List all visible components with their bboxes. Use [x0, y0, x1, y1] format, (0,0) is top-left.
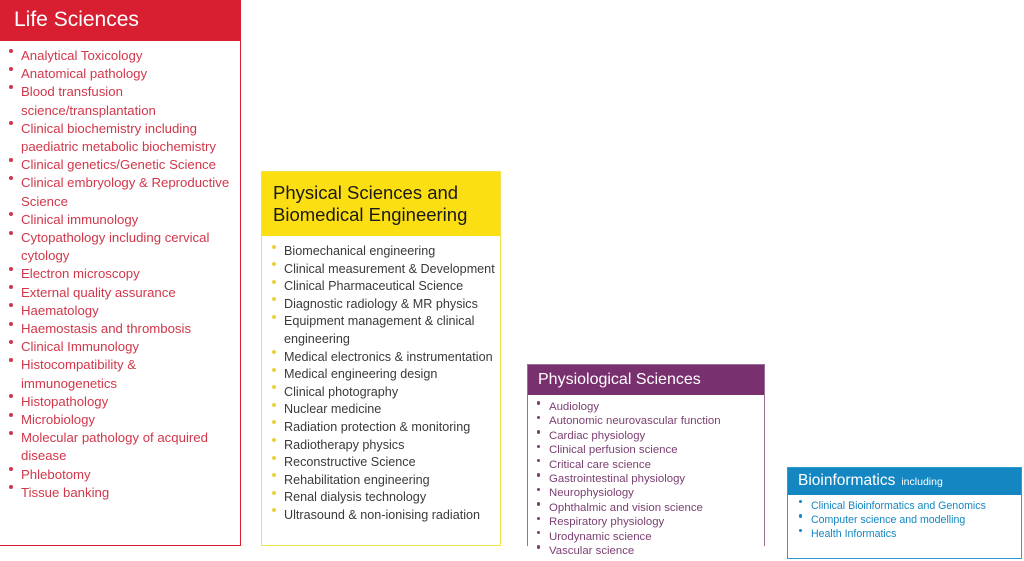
list-item-label: Respiratory physiology	[549, 516, 665, 529]
bullet-icon	[9, 322, 13, 326]
list-item	[6, 393, 234, 411]
list-item	[269, 437, 496, 455]
list-item	[269, 401, 496, 419]
list-item	[796, 527, 1017, 541]
bullet-icon	[9, 49, 13, 53]
bullet-icon	[272, 438, 276, 442]
list-item-label: Molecular pathology of acquired disease	[21, 430, 208, 464]
bullet-icon	[9, 212, 13, 216]
list-item-label: Microbiology	[21, 412, 96, 428]
list-item-label: Analytical Toxicology	[21, 48, 143, 63]
list-item-label: Autonomic neurovascular function	[549, 415, 721, 428]
list-item-label: Computer science and modelling	[811, 514, 966, 527]
list-item-label: Diagnostic radiology & MR physics	[284, 296, 478, 311]
list-item-label: Blood transfusion science/transplantation	[21, 84, 156, 118]
bullet-icon	[272, 420, 276, 424]
list-item	[796, 499, 1017, 513]
panel-body-bioinformatics	[788, 495, 1021, 558]
list-item	[269, 489, 496, 507]
list-item-label: Clinical Immunology	[21, 339, 139, 355]
bullet-icon	[9, 340, 13, 344]
bullet-icon	[9, 267, 13, 271]
list-item-label: Radiation protection & monitoring	[284, 419, 471, 434]
panel-body-life-sciences	[0, 41, 240, 545]
bullet-icon	[272, 245, 276, 249]
list-item	[269, 507, 496, 525]
list-item-label: Clinical Pharmaceutical Science	[284, 279, 464, 294]
list-item	[269, 313, 496, 348]
list-item-label: Reconstructive Science	[284, 455, 416, 470]
list-item	[6, 484, 234, 502]
list-item	[534, 443, 760, 457]
specialism-list-physiological-sciences	[534, 400, 760, 558]
list-item-label: Health Informatics	[811, 528, 897, 541]
panel-header-bioinformatics	[788, 468, 1021, 495]
list-item	[6, 466, 234, 484]
list-item	[269, 472, 496, 490]
list-item-label: Clinical Bioinformatics and Genomics	[811, 500, 986, 512]
list-item	[269, 296, 496, 314]
list-item-label: Haematology	[21, 302, 99, 318]
list-item	[269, 243, 496, 261]
specialism-list-physical-sciences	[269, 243, 496, 525]
bullet-icon	[799, 514, 802, 517]
panel-title-bioinformatics: Bioinformatics	[798, 472, 896, 489]
list-item	[534, 458, 760, 472]
list-item	[6, 156, 234, 174]
bullet-icon	[537, 502, 540, 505]
list-item	[534, 544, 760, 558]
list-item-label: Anatomical pathology	[21, 66, 148, 82]
bullet-icon	[9, 431, 13, 435]
bullet-icon	[9, 485, 13, 489]
list-item	[6, 429, 234, 465]
list-item-label: Ultrasound & non-ionising radiation	[284, 507, 481, 522]
list-item-label: Equipment management & clinical engineering	[284, 314, 475, 346]
list-item-label: Clinical measurement & Development	[284, 261, 495, 276]
panel-bioinformatics	[787, 467, 1022, 559]
bullet-icon	[272, 403, 276, 407]
list-item	[6, 320, 234, 338]
bullet-icon	[537, 430, 540, 433]
panel-title-life-sciences: Life Sciences	[14, 8, 139, 32]
panel-header-physiological-sciences	[528, 365, 764, 395]
bullet-icon	[9, 394, 13, 398]
list-item	[534, 429, 760, 443]
list-item-label: Haemostasis and thrombosis	[21, 321, 192, 337]
panel-title-physiological-sciences: Physiological Sciences	[538, 370, 701, 388]
list-item	[6, 338, 234, 356]
list-item	[6, 411, 234, 429]
list-item	[269, 349, 496, 367]
list-item	[6, 229, 234, 265]
list-item	[534, 414, 760, 428]
bullet-icon	[272, 262, 276, 266]
specialism-list-bioinformatics	[796, 499, 1017, 542]
list-item-label: Rehabilitation engineering	[284, 472, 430, 487]
bullet-icon	[9, 467, 13, 471]
list-item	[534, 501, 760, 515]
list-item-label: Clinical biochemistry including paediatric metabolic biochemistry	[21, 120, 216, 155]
bullet-icon	[537, 401, 540, 404]
list-item-label: Histocompatibility & immunogenetics	[21, 357, 137, 391]
list-item-label: Cardiac physiology	[549, 429, 646, 442]
list-item-label: Gastrointestinal physiology	[549, 473, 686, 486]
bullet-icon	[9, 176, 13, 180]
list-item	[534, 400, 760, 414]
list-item-label: Nuclear medicine	[284, 402, 382, 417]
list-item-label: Clinical embryology & Reproductive Science	[21, 175, 230, 209]
bullet-icon	[9, 231, 13, 235]
list-item	[534, 530, 760, 544]
list-item-label: Audiology	[549, 401, 600, 413]
list-item-label: Histopathology	[21, 393, 109, 409]
panel-body-physical-sciences	[262, 236, 500, 545]
list-item-label: Tissue banking	[21, 484, 110, 500]
list-item	[6, 83, 234, 119]
list-item-label: Biomechanical engineering	[284, 244, 436, 258]
bullet-icon	[272, 491, 276, 495]
panel-header-physical-sciences	[262, 172, 500, 236]
list-item	[269, 261, 496, 279]
list-item-label: Clinical photography	[284, 384, 399, 399]
list-item-label: Critical care science	[549, 458, 651, 471]
panel-physiological-sciences	[527, 364, 765, 558]
bullet-icon	[272, 297, 276, 301]
list-item	[269, 454, 496, 472]
bullet-icon	[272, 368, 276, 372]
list-item-label: Clinical perfusion science	[549, 444, 678, 457]
panel-header-inner-bioinformatics	[798, 468, 943, 490]
list-item-label: Phlebotomy	[21, 466, 91, 482]
list-item	[6, 265, 234, 283]
list-item-label: Clinical immunology	[21, 211, 139, 227]
list-item	[534, 515, 760, 529]
list-item	[534, 472, 760, 486]
list-item	[6, 284, 234, 302]
list-item	[6, 211, 234, 229]
bullet-icon	[537, 445, 540, 448]
specialism-list-life-sciences	[6, 47, 234, 502]
list-item	[269, 278, 496, 296]
list-item	[534, 486, 760, 500]
list-item-label: Vascular science	[549, 545, 635, 558]
bullet-icon	[9, 158, 13, 162]
list-item	[6, 302, 234, 320]
panel-subtitle-bioinformatics: including	[901, 476, 943, 488]
bullet-icon	[537, 545, 540, 548]
bullet-icon	[9, 285, 13, 289]
list-item	[6, 356, 234, 392]
list-item-label: Cytopathology including cervical cytology	[21, 230, 210, 264]
bullet-icon	[9, 303, 13, 307]
list-item	[796, 513, 1017, 527]
bullet-icon	[272, 315, 276, 319]
bullet-icon	[272, 280, 276, 284]
bullet-icon	[272, 473, 276, 477]
panel-header-life-sciences	[0, 0, 240, 41]
list-item-label: Clinical genetics/Genetic Science	[21, 157, 216, 173]
list-item	[6, 47, 234, 65]
panel-body-physiological-sciences	[528, 395, 764, 561]
list-item	[6, 65, 234, 83]
bullet-icon	[272, 350, 276, 354]
bullet-icon	[9, 121, 13, 125]
panel-life-sciences	[0, 0, 241, 546]
bullet-icon	[799, 500, 802, 503]
list-item-label: Urodynamic science	[549, 530, 652, 543]
list-item-label: Ophthalmic and vision science	[549, 501, 703, 514]
list-item	[269, 366, 496, 384]
panel-title-physical-sciences: Physical Sciences and Biomedical Engineering	[273, 182, 468, 225]
bullet-icon	[272, 385, 276, 389]
list-item-label: Neurophysiology	[549, 487, 634, 500]
list-item-label: Medical engineering design	[284, 367, 438, 382]
bullet-icon	[537, 473, 540, 476]
panel-physical-sciences	[261, 171, 501, 546]
list-item-label: Electron microscopy	[21, 266, 140, 282]
bullet-icon	[272, 456, 276, 460]
list-item-label: External quality assurance	[21, 284, 176, 300]
bullet-icon	[272, 508, 276, 512]
bullet-icon	[537, 517, 540, 520]
bullet-icon	[537, 531, 540, 534]
bullet-icon	[9, 67, 13, 71]
list-item	[269, 384, 496, 402]
list-item-label: Medical electronics & instrumentation	[284, 349, 493, 364]
bullet-icon	[9, 413, 13, 417]
bullet-icon	[9, 85, 13, 89]
bullet-icon	[537, 459, 540, 462]
bullet-icon	[537, 488, 540, 491]
list-item	[6, 120, 234, 156]
bullet-icon	[537, 416, 540, 419]
bullet-icon	[799, 529, 802, 532]
bullet-icon	[9, 358, 13, 362]
list-item	[6, 174, 234, 210]
list-item-label: Radiotherapy physics	[284, 437, 405, 452]
list-item	[269, 419, 496, 437]
list-item-label: Renal dialysis technology	[284, 490, 427, 505]
